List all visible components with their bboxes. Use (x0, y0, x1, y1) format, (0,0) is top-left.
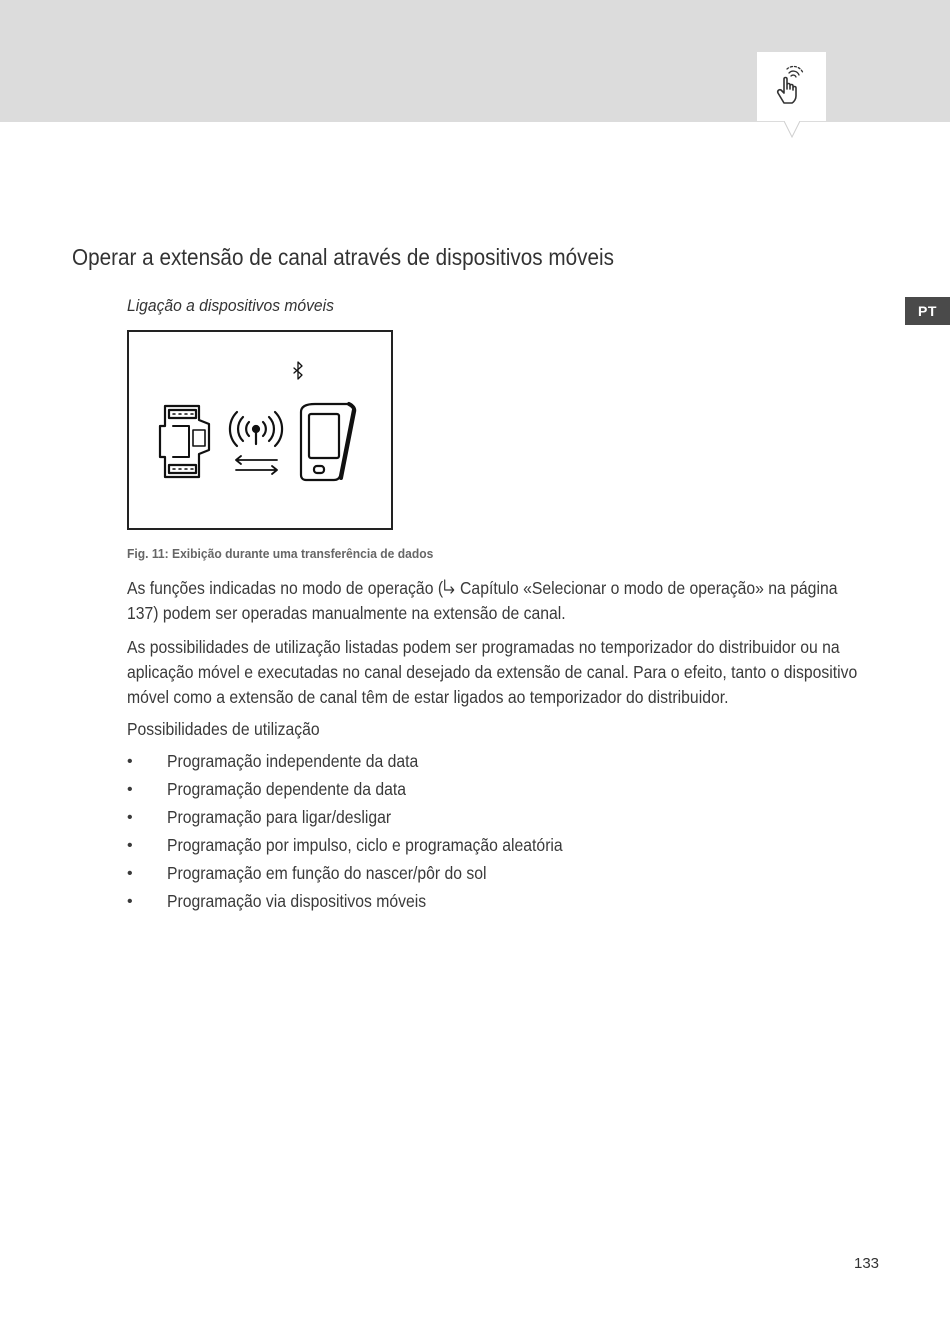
list-item-text: Programação em função do nascer/pôr do sol (167, 863, 487, 883)
touch-hand-icon (772, 65, 812, 109)
din-rail-device-icon (160, 406, 209, 477)
figure-title: Ligação a dispositivos móveis (127, 296, 334, 315)
paragraph-operation-modes (127, 576, 865, 626)
tab-pointer (784, 121, 800, 138)
bluetooth-icon (294, 362, 302, 379)
uses-heading: Possibilidades de utilização (127, 719, 320, 739)
page-number: 133 (854, 1255, 880, 1272)
radio-signal-icon (230, 412, 282, 446)
arrow-link-icon[interactable] (443, 576, 456, 601)
chapter-reference-text: Capítulo «Selecionar o modo de operação» na página 137) podem ser operadas manualmente na extensão de canal. (127, 578, 838, 623)
figure-caption: Fig. 11: Exibição durante uma transferência de dados (127, 546, 434, 561)
bullet: • (127, 837, 133, 854)
bidirectional-arrow-icon (236, 456, 277, 474)
list-item-text: Programação dependente da data (167, 779, 407, 799)
bullet: • (127, 893, 133, 910)
list-item-text: Programação independente da data (167, 751, 419, 771)
list-item-text: Programação via dispositivos móveis (167, 891, 427, 911)
list-item-text: Programação por impulso, ciclo e programação aleatória (167, 835, 563, 855)
section-title: Operar a extensão de canal através de dispositivos móveis (72, 244, 614, 270)
bullet: • (127, 781, 133, 798)
figure-box (127, 330, 393, 530)
paragraph-usage-options: As possibilidades de utilização listadas podem ser programadas no temporizador do distribuidor ou na aplicação móvel e executadas no canal desejado da extensão de canal. Para o efeito, tanto o dispositivo móvel como a extensão de canal têm de estar ligados ao temporizador do distribuidor. (127, 637, 858, 707)
smartphone-icon (301, 404, 354, 480)
language-tab: PT (905, 297, 950, 325)
paragraph-text-before: As funções indicadas no modo de operação ( (127, 578, 444, 598)
list-item-text: Programação para ligar/desligar (167, 807, 392, 827)
touch-hand-tab (757, 52, 826, 121)
bullet: • (127, 865, 133, 882)
bullet: • (127, 753, 133, 770)
bullet: • (127, 809, 133, 826)
